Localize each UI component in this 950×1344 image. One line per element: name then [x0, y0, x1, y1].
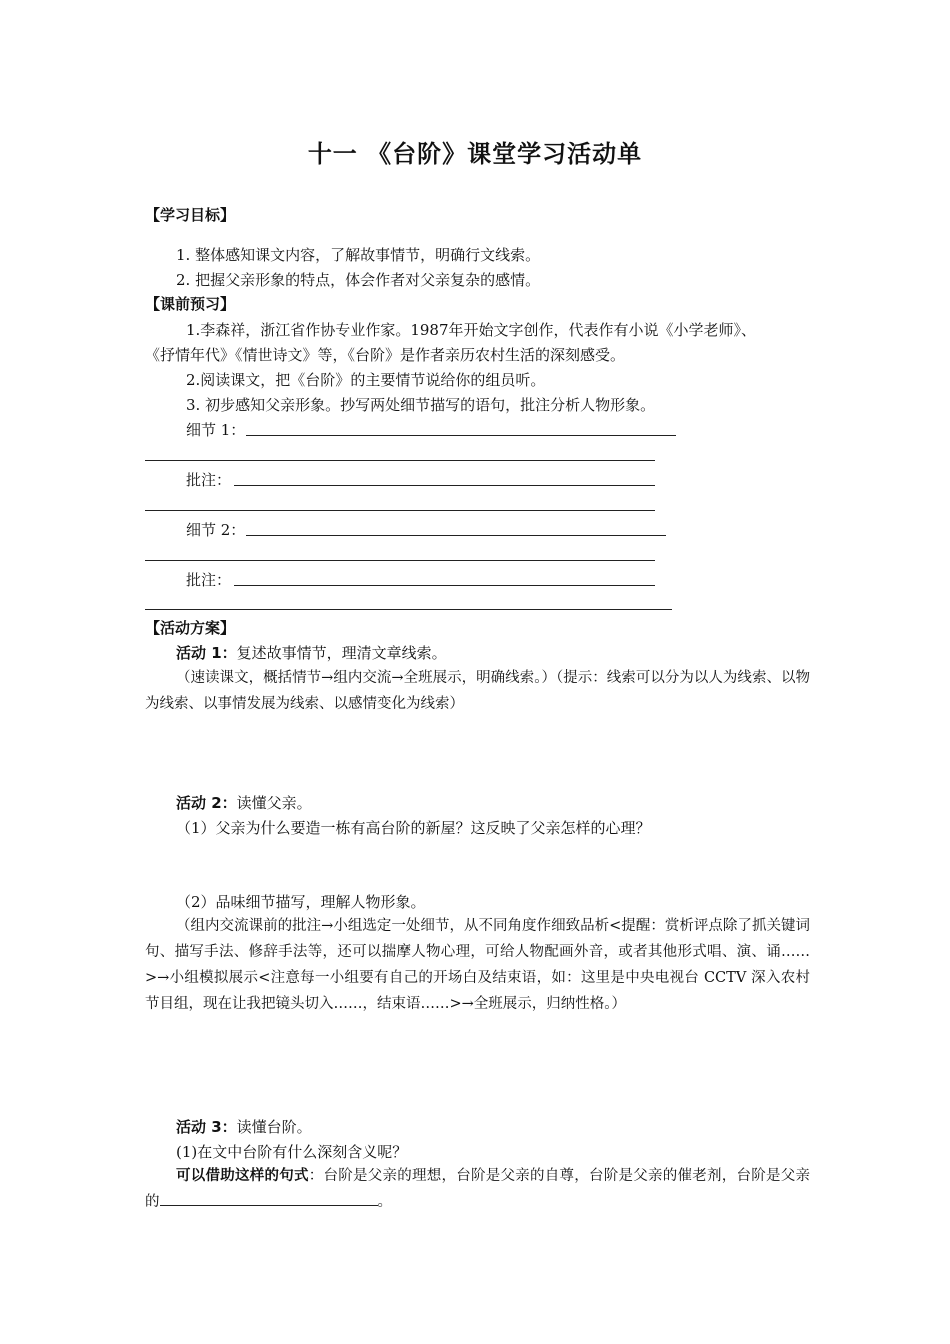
- note-2-label: 批注：: [186, 571, 232, 589]
- page-title: 十一 《台阶》课堂学习活动单: [307, 140, 643, 168]
- activity-3-text: 读懂台阶。: [236, 1118, 312, 1136]
- detail-1-answer-line-2[interactable]: [145, 460, 655, 461]
- activity-3-answer-line[interactable]: [160, 1189, 378, 1206]
- activities-heading: 【活动方案】: [145, 619, 236, 637]
- objectives-heading: 【学习目标】: [145, 206, 236, 224]
- activity-1-text: 复述故事情节，理清文章线索。: [236, 644, 447, 662]
- objective-item-2: 2. 把握父亲形象的特点，体会作者对父亲复杂的感情。: [176, 271, 541, 289]
- detail-2-label: 细节 2：: [186, 521, 246, 539]
- preview-item-1-line-1: 1.李森祥，浙江省作协专业作家。1987年开始文字创作，代表作有小说《小学老师》、: [186, 321, 756, 339]
- activity-1-title: [176, 641, 447, 665]
- preview-item-2: 2.阅读课文，把《台阶》的主要情节说给你的组员听。: [186, 371, 546, 389]
- activity-3-label: 活动 3：: [176, 1118, 237, 1136]
- activity-2-label: 活动 2：: [176, 794, 237, 812]
- activity-1-label: 活动 1：: [176, 644, 237, 662]
- activity-2-question-2: （2）品味细节描写，理解人物形象。: [176, 893, 426, 911]
- activity-3-sentence-pattern: [145, 1163, 810, 1215]
- note-1-label: 批注：: [186, 471, 232, 489]
- detail-2-answer-line[interactable]: [246, 535, 666, 536]
- activity-3-end-mark: 。: [377, 1194, 392, 1210]
- activity-3-question-1: (1)在文中台阶有什么深刻含义呢？: [176, 1143, 408, 1161]
- detail-1-label: 细节 1：: [186, 421, 246, 439]
- activity-2-question-1: （1）父亲为什么要造一栋有高台阶的新屋？这反映了父亲怎样的心理？: [176, 819, 651, 837]
- activity-3-bold-lead: 可以借助这样的句式: [176, 1168, 309, 1184]
- preview-item-1-line-2: 《抒情年代》《情世诗文》等，《台阶》是作者亲历农村生活的深刻感受。: [145, 346, 626, 364]
- activity-3-title: [176, 1115, 312, 1139]
- preview-item-3: 3. 初步感知父亲形象。抄写两处细节描写的语句，批注分析人物形象。: [186, 396, 656, 414]
- note-2-answer-line-2[interactable]: [145, 609, 672, 610]
- activity-2-instructions: （组内交流课前的批注→小组选定一处细节，从不同角度作细致品析<提醒：赏析评点除了抓关键词句、描写手法、修辞手法等，还可以揣摩人物心理，可给人物配画外音，或者其他形式唱、演、诵……>→小组模拟展示<注意每一小组要有自己的开场白及结束语，如：这里是中央电视台 CCTV 深入农村节目组，现在让我把镜头切入……，结束语……>→全班展示，归纳性格。）: [145, 918, 810, 1012]
- activity-2-title: [176, 791, 312, 815]
- note-2-answer-line[interactable]: [234, 585, 655, 586]
- activity-1-instructions: （速读课文，概括情节→组内交流→全班展示，明确线索。）（提示：线索可以分为以人为线索、以物为线索、以事情发展为线索、以感情变化为线索）: [145, 670, 810, 712]
- note-1-answer-line[interactable]: [234, 485, 655, 486]
- detail-1-answer-line[interactable]: [246, 435, 676, 436]
- objective-item-1: 1. 整体感知课文内容，了解故事情节，明确行文线索。: [176, 246, 541, 264]
- activity-3-pattern-text: ：台阶是父亲的理想，台阶是父亲的自尊，台阶是父亲的催老剂，台阶是父亲的: [145, 1168, 810, 1210]
- preview-heading: 【课前预习】: [145, 295, 236, 313]
- detail-2-answer-line-2[interactable]: [145, 560, 655, 561]
- activity-2-text: 读懂父亲。: [236, 794, 312, 812]
- note-1-answer-line-2[interactable]: [145, 510, 655, 511]
